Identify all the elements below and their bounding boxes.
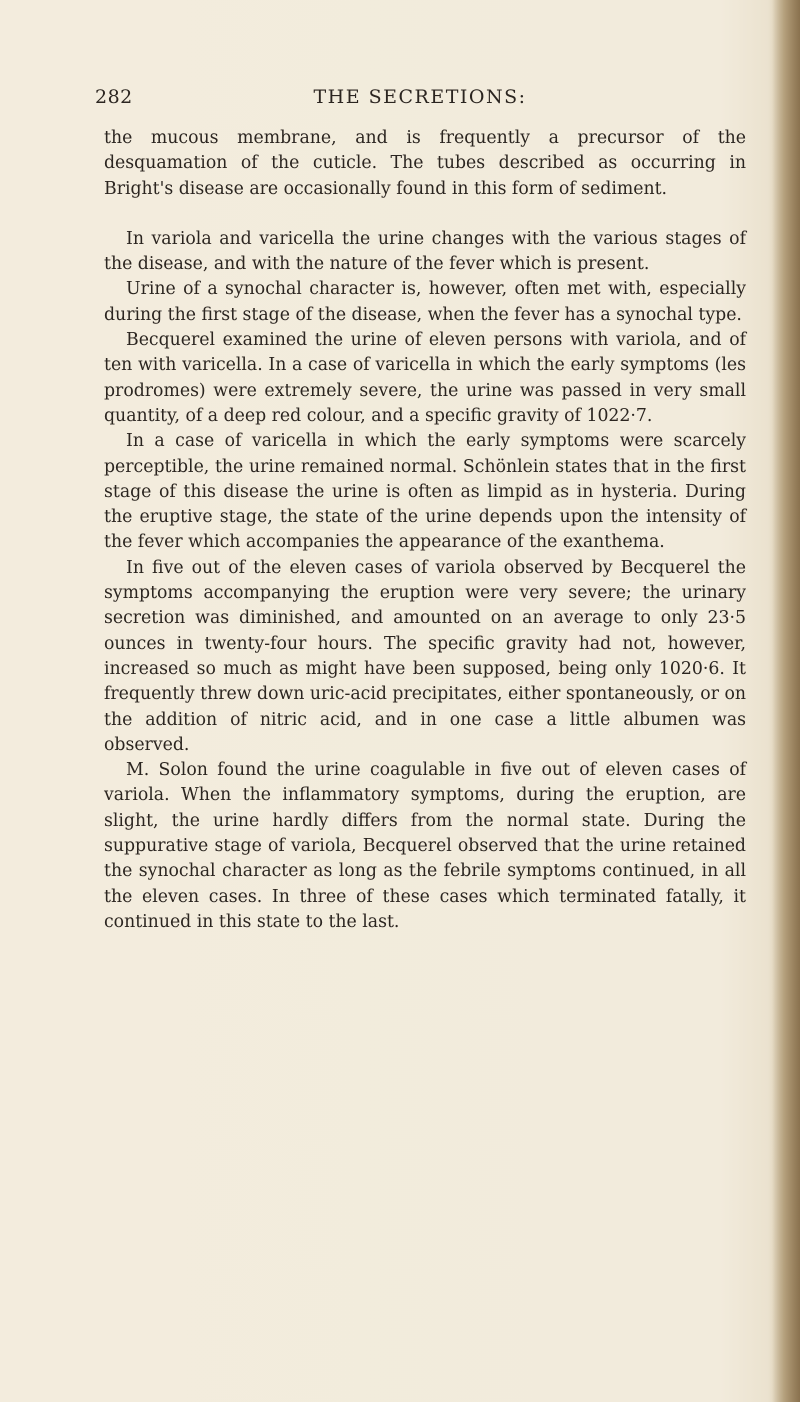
paragraph-continuation: the mucous membrane, and is frequently a precursor of the desquamation of the cuticle. The tubes described as occurring in Bright's disease are occasionally found in this form of sediment. <box>104 128 746 199</box>
page-header <box>95 86 745 112</box>
body-text <box>104 126 746 935</box>
paragraph-varicella-normal: In a case of varicella in which the early symptoms were scarcely perceptible, the urine remained normal. Schönlein states that in the first stage of this disease the urine is often as limpid as in hysteria. During the eruptive stage, the state of the urine depends upon the intensity of the fever which accompanies the appearance of the exanthema. <box>104 431 746 553</box>
paragraph-synochal: Urine of a synochal character is, however, often met with, especially during the first stage of the disease, when the fever has a synochal type. <box>104 279 746 325</box>
running-head: THE SECRETIONS: <box>313 86 527 108</box>
paragraph-becquerel-examined: Becquerel examined the urine of eleven persons with variola, and of ten with varicella. In a case of varicella in which the early symptoms (les prodromes) were extremely severe, the urine was passed in very small quantity, of a deep red colour, and a specific gravity of 1022·7. <box>104 330 746 426</box>
paragraph-variola-intro: In variola and varicella the urine changes with the various stages of the disease, and with the nature of the fever which is present. <box>104 228 746 275</box>
paragraph-five-cases: In five out of the eleven cases of variola observed by Becquerel the symptoms accompanying the eruption were very severe; the urinary secretion was diminished, and amounted on an average to only 23·5 ounces in twenty-four hours. The specific gravity had not, however, increased so much as might have been supposed, being only 1020·6. It frequently threw down uric-acid precipitates, either spontaneously, or on the addition of nitric acid, and in one case a little albumen was observed. <box>104 557 746 755</box>
paragraph-solon: M. Solon found the urine coagulable in five out of eleven cases of variola. When the inflammatory symptoms, during the eruption, are slight, the urine hardly differs from the normal state. During the suppurative stage of variola, Becquerel observed that the urine retained the synochal character as long as the febrile symptoms continued, in all the eleven cases. In three of these cases which terminated fatally, it continued in this state to the last. <box>104 760 746 932</box>
page-spine-shadow <box>772 0 800 1402</box>
page-number: 282 <box>95 86 133 108</box>
